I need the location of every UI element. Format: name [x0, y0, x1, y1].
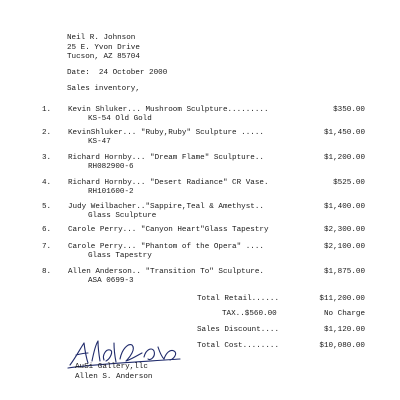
item-number: 2.	[42, 129, 52, 137]
item-code: ASA 0699-3	[88, 277, 134, 285]
tax-label: TAX..$560.00	[222, 310, 277, 318]
total-retail-label: Total Retail......	[197, 295, 280, 303]
item-price: $2,300.00	[323, 226, 365, 234]
item-code: KS-54 Old Gold	[88, 115, 152, 123]
item-code: RH082900-6	[88, 163, 134, 171]
signature-name: Allen S. Anderson	[75, 373, 153, 381]
sender-city: Tucson, AZ 85704	[67, 53, 140, 61]
item-description: KevinShluker... "Ruby,Ruby" Sculpture .....	[68, 129, 264, 137]
item-number: 3.	[42, 154, 52, 162]
item-description: Kevin Shluker... Mushroom Sculpture.........	[68, 106, 269, 114]
item-description: Carole Perry... "Phantom of the Opera" ....	[68, 243, 264, 251]
item-number: 7.	[42, 243, 52, 251]
item-price: $350.00	[333, 106, 365, 114]
item-description: Allen Anderson.. "Transition To" Sculpture.	[68, 268, 264, 276]
item-description: Richard Hornby... "Desert Radiance" CR Vase.	[68, 179, 269, 187]
sales-discount-label: Sales Discount....	[197, 326, 280, 334]
total-retail-value: $11,200.00	[319, 295, 365, 303]
item-price: $1,450.00	[323, 129, 365, 137]
sales-discount-value: $1,120.00	[323, 326, 365, 334]
sender-name: Neil R. Johnson	[67, 34, 136, 42]
total-cost-value: $10,080.00	[319, 342, 365, 350]
item-price: $1,200.00	[323, 154, 365, 162]
signature-company: AuSi Gallery,llc	[75, 363, 148, 371]
item-number: 5.	[42, 203, 52, 211]
item-code: RH101600-2	[88, 188, 134, 196]
item-number: 4.	[42, 179, 52, 187]
item-description: Judy Weilbacher.."Sappire,Teal & Amethyst..	[68, 203, 264, 211]
item-code: Glass Tapestry	[88, 252, 152, 260]
item-number: 6.	[42, 226, 52, 234]
total-cost-label: Total Cost........	[197, 342, 280, 350]
item-price: $1,875.00	[323, 268, 365, 276]
item-code: KS-47	[88, 138, 111, 146]
item-description: Carole Perry... "Canyon Heart"Glass Tapestry	[68, 226, 269, 234]
letter-date: Date: 24 October 2000	[67, 69, 168, 77]
sender-street: 25 E. Yvon Drive	[67, 44, 140, 52]
item-code: Glass Sculpture	[88, 212, 157, 220]
item-number: 1.	[42, 106, 52, 114]
item-price: $1,400.00	[323, 203, 365, 211]
tax-value: No Charge	[323, 310, 365, 318]
item-number: 8.	[42, 268, 52, 276]
letter-intro: Sales inventory,	[67, 85, 140, 93]
item-price: $2,100.00	[323, 243, 365, 251]
item-price: $525.00	[333, 179, 365, 187]
item-description: Richard Hornby... "Dream Flame" Sculpture..	[68, 154, 264, 162]
